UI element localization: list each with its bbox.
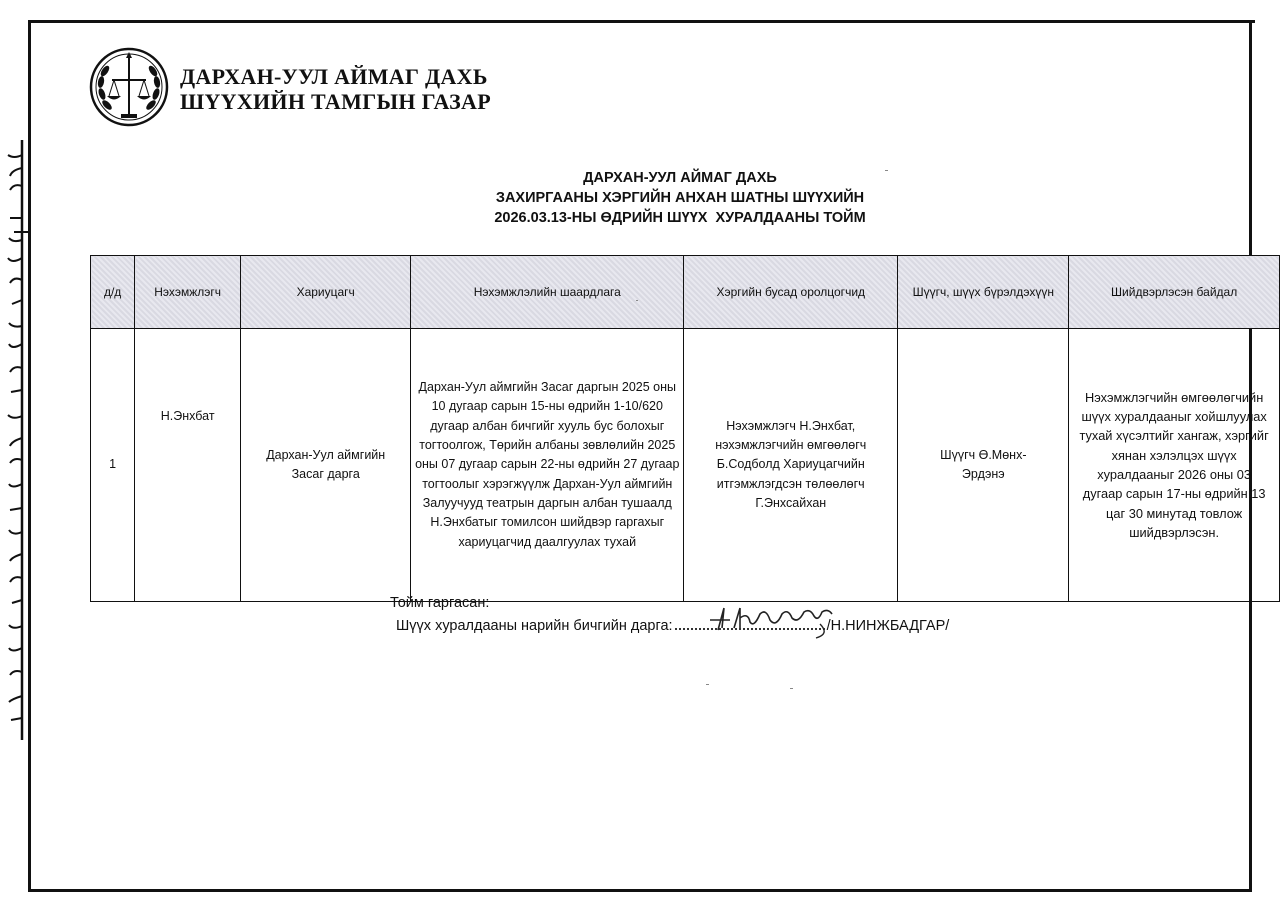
header-plaintiff: Нэхэмжлэгч xyxy=(135,256,241,329)
scan-speck xyxy=(790,688,793,689)
hearing-table xyxy=(90,255,1280,602)
organization-name-line2: ШҮҮХИЙН ТАМГЫН ГАЗАР xyxy=(180,89,491,114)
mongolian-script-icon xyxy=(0,140,40,740)
cell-claim: Дархан-Уул аймгийн Засаг даргын 2025 оны 10 дугаар сарын 15-ны өдрийн 1-10/620 дугаар албан бичгийг хууль бус болохыг тогтоолгож, Төрийн албаны зөвлөлийн 2025 оны 07 дугаар сарын 22-ны өдрийн 27 дугаар тогтоолыг хэрэгжүүлж Дархан-Уул аймгийн Залуучууд театрын даргын албан тушаалд Н.Энхбатыг томилсон шийдвэр гаргахыг хариуцагчид даалгуулах тухай xyxy=(411,329,684,602)
cell-participants: Нэхэмжлэгч Н.Энхбат, нэхэмжлэгчийн өмгөөлөгч Б.Содболд Хариуцагчийн итгэмжлэгдсэн төлөөлөгч Г.Энхсайхан xyxy=(684,329,898,602)
cell-plaintiff: Н.Энхбат xyxy=(135,329,241,602)
cell-defendant: Дархан-Уул аймгийн Засаг дарга xyxy=(241,329,411,602)
header-number: д/д xyxy=(91,256,135,329)
header-claim: Нэхэмжлэлийн шаардлага xyxy=(411,256,684,329)
cell-number: 1 xyxy=(91,329,135,602)
prepared-by-label: Тойм гаргасан: xyxy=(390,595,490,611)
clerk-title: Шүүх хуралдааны нарийн бичгийн дарга: xyxy=(396,618,673,634)
organization-name xyxy=(180,64,491,114)
header-judge: Шүүгч, шүүх бүрэлдэхүүн xyxy=(898,256,1069,329)
handwritten-signature xyxy=(700,600,860,640)
cell-decision: Нэхэмжлэгчийн өмгөөлөгчийн шүүх хуралдааныг хойшлуулах тухай хүсэлтийг хангаж, хэргийг хянан хэлэлцэх шүүх хуралдааныг 2026 оны 03 дугаар сарын 17-ны өдрийн 13 цаг 30 минутад товлож шийдвэрлэсэн. xyxy=(1069,329,1280,602)
clerk-name: /Н.НИНЖБАДГАР/ xyxy=(826,618,950,634)
header-defendant: Хариуцагч xyxy=(241,256,411,329)
header-decision: Шийдвэрлэсэн байдал xyxy=(1069,256,1280,329)
scan-speck xyxy=(636,300,638,301)
scan-speck xyxy=(706,684,709,685)
clerk-signature-line xyxy=(396,616,949,634)
title-line3: 2026.03.13-НЫ ӨДРИЙН ШҮҮХ ХУРАЛДААНЫ ТОЙМ xyxy=(494,210,866,226)
cell-judge: Шүүгч Ө.Мөнх-Эрдэнэ xyxy=(898,329,1069,602)
table-header-row xyxy=(91,256,1280,329)
header-participants: Хэргийн бусад оролцогчид xyxy=(684,256,898,329)
court-emblem-icon xyxy=(88,44,170,128)
title-line1: ДАРХАН-УУЛ АЙМАГ ДАХЬ xyxy=(583,170,777,186)
organization-name-line1: ДАРХАН-УУЛ АЙМАГ ДАХЬ xyxy=(180,64,488,89)
page-title xyxy=(380,168,980,228)
scan-speck xyxy=(885,170,888,171)
title-line2: ЗАХИРГААНЫ ХЭРГИЙН АНХАН ШАТНЫ ШҮҮХИЙН xyxy=(495,190,865,206)
table-row xyxy=(91,329,1280,602)
